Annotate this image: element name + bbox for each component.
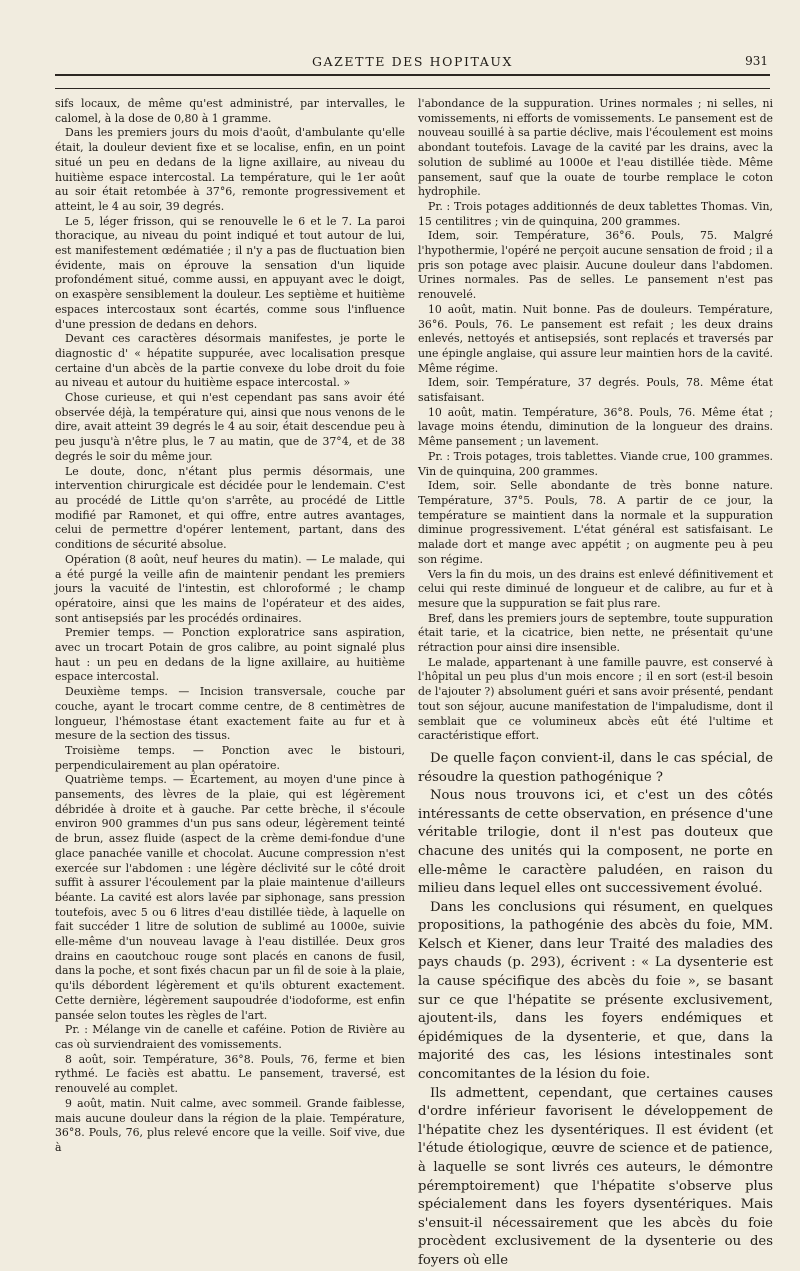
header-rule-thin — [55, 88, 770, 89]
paragraph: sifs locaux, de même qu'est administré, par intervalles, le calomel, à la dose de 0,80 à 1 gramme. — [55, 97, 405, 125]
section-question: De quelle façon convient-il, dans le cas spécial, de résoudre la question pathogénique ? — [418, 750, 773, 785]
running-title: GAZETTE DES HOPITAUX — [311, 54, 514, 69]
running-head — [55, 54, 770, 74]
paragraph: Le malade, appartenant à une famille pauvre, est conservé à l'hôpital un peu plus d'un mois encore ; il en sort (est-il besoin de l'ajouter ?) absolument guéri et sans avoir présenté, pendant tout son séjour, aucune manifestation de l'impaludisme, dont il semblait que ce volumineux abcès eût été l'ultime et caractéristique effort. — [418, 655, 773, 743]
paragraph: Pr. : Mélange vin de canelle et caféine. Potion de Rivière au cas où surviendraient des vomissements. — [55, 1023, 405, 1051]
left-column — [55, 97, 405, 1152]
paragraph: 10 août, matin. Température, 36°8. Pouls, 76. Même état ; lavage moins étendu, diminution de la longueur des drains. Même pansement ; un lavement. — [418, 405, 773, 449]
paragraph: Dans les conclusions qui résument, en quelques propositions, la pathogénie des abcès du foie, MM. Kelsch et Kiener, dans leur Traité des maladies des pays chauds (p. 293), écrivent : « La dysenterie est la cause spécifique des abcès du foie », se basant sur ce que l'hépatite se présente exclusivement, ajoutent-ils, dans les foyers endémiques et épidémiques de la dysenterie, et que, dans la majorité des cas, les lésions intestinales sont concomitantes de la lésion du foie. — [418, 899, 773, 1083]
paragraph: Pr. : Trois potages additionnés de deux tablettes Thomas. Vin, 15 centilitres ; vin de quinquina, 200 grammes. — [418, 199, 773, 228]
paragraph: Troisième temps. — Ponction avec le bistouri, perpendiculairement au plan opératoire. — [55, 743, 405, 772]
paragraph: Devant ces caractères désormais manifestes, je porte le diagnostic d' « hépatite suppurée, avec localisation presque certaine d'un abcès de la partie convexe du lobe droit du foie au niveau et autour du huitième espace intercostal. » — [55, 332, 405, 390]
paragraph: 8 août, soir. Température, 36°8. Pouls, 76, ferme et bien rythmé. Le faciès est abattu. Le pansement, traversé, est renouvelé au complet. — [55, 1052, 405, 1096]
header-rule-thick — [55, 74, 770, 76]
paragraph: Chose curieuse, et qui n'est cependant pas sans avoir été observée déjà, la température qui, ainsi que nous venons de le dire, avait atteint 39 degrés le 4 au soir, était descendue peu à peu jusqu'à n'être plus, le 7 au matin, que de 37°4, et de 38 degrés le soir du même jour. — [55, 391, 405, 463]
right-column — [418, 97, 773, 1268]
paragraph: Ils admettent, cependant, que certaines causes d'ordre inférieur favorisent le développement de l'hépatite chez les dysentériques. Il est évident (et l'étude étiologique, œuvre de science et de patience, à laquelle se sont livrés ces auteurs, le démontre péremptoirement) que l'hépatite s'observe plus spécialement dans les foyers dysentériques. Mais s'ensuit-il nécessairement que les abcès du foie procèdent exclusivement de la dysenterie ou des foyers où elle — [418, 1085, 773, 1268]
paragraph: 9 août, matin. Nuit calme, avec sommeil. Grande faiblesse, mais aucune douleur dans la région de la plaie. Température, 36°8. Pouls, 76, plus relevé encore que la veille. Soif vive, due à — [55, 1096, 405, 1154]
paragraph: Premier temps. — Ponction exploratrice sans aspiration, avec un trocart Potain de gros calibre, au point signalé plus haut : un peu en dedans de la ligne axillaire, au huitième espace intercostal. — [55, 626, 405, 684]
paragraph: Pr. : Trois potages, trois tablettes. Viande crue, 100 grammes. Vin de quinquina, 200 grammes. — [418, 449, 773, 478]
paragraph: Quatrième temps. — Écartement, au moyen d'une pince à pansements, des lèvres de la plaie, qui est légèrement débridée à droite et à gauche. Par cette brèche, il s'écoule environ 900 grammes d'un pus sans odeur, légèrement teinté de brun, assez fluide (aspect de la crème demi-fondue d'une glace panachée vanille et chocolat. Aucune compression n'est exercée sur l'abdomen : une légère déclivité sur le côté droit suffit à assurer l'écoulement par la plaie maintenue d'ailleurs béante. La cavité est alors lavée par siphonage, sans pression toutefois, avec 5 ou 6 litres d'eau distillée tiède, à laquelle on fait succéder 1 litre de solution de sublimé au 1000e, suivie elle-même d'un nouveau lavage à l'eau distillée. Deux gros drains en caoutchouc rouge sont placés en canons de fusil, dans la poche, et sont fixés chacun par un fil de soie à la plaie, qu'ils débordent légèrement et qu'ils obturent exactement. Cette dernière, légèrement saupoudrée d'iodoforme, est enfin pansée selon toutes les règles de l'art. — [55, 773, 405, 1022]
paragraph: Idem, soir. Température, 36°6. Pouls, 75. Malgré l'hypothermie, l'opéré ne perçoit aucune sensation de froid ; il a pris son potage avec plaisir. Aucune douleur dans l'abdomen. Urines normales. Pas de selles. Le pansement n'est pas renouvelé. — [418, 229, 773, 302]
paragraph: Le doute, donc, n'étant plus permis désormais, une intervention chirurgicale est décidée pour le lendemain. C'est au procédé de Little qu'on s'arrête, au procédé de Little modifié par Ramonet, et qui offre, entre autres avantages, celui de permettre d'opérer lentement, partant, dans des conditions de sécurité absolue. — [55, 464, 405, 552]
paragraph: l'abondance de la suppuration. Urines normales ; ni selles, ni vomissements, ni efforts de vomissements. Le pansement est de nouveau souillé à sa partie déclive, mais l'écoulement est moins abondant toutefois. Lavage de la cavité par les drains, avec la solution de sublimé au 1000e et l'eau distillée tiède. Même pansement, sauf que la ouate de tourbe remplace le coton hydrophile. — [418, 97, 773, 199]
paragraph: Idem, soir. Selle abondante de très bonne nature. Température, 37°5. Pouls, 78. A partir de ce jour, la température se maintient dans la normale et la suppuration diminue progressivement. L'état général est satisfaisant. Le malade dort et mange avec appétit ; on augmente peu à peu son régime. — [418, 479, 773, 566]
paragraph: Le 5, léger frisson, qui se renouvelle le 6 et le 7. La paroi thoracique, au niveau du point indiqué et tout autour de lui, est manifestement œdématiée ; il n'y a pas de fluctuation bien évidente, mais on éprouve la sensation d'un liquide profondément situé, comme aussi, en appuyant avec le doigt, on exaspère sensiblement la douleur. Les septième et huitième espaces intercostaux sont écartés, comme sous l'influence d'une pression de dedans en dehors. — [55, 214, 405, 331]
paragraph: 10 août, matin. Nuit bonne. Pas de douleurs. Température, 36°6. Pouls, 76. Le pansement est refait ; les deux drains enlevés, nettoyés et antisepsiés, sont replacés et traversés par une épingle anglaise, qui assure leur maintien hors de la cavité. Même régime. — [418, 302, 773, 375]
paragraph: Deuxième temps. — Incision transversale, couche par couche, ayant le trocart comme centre, de 8 centimètres de longueur, l'hémostase étant exactement faite au fur et à mesure de la section des tissus. — [55, 685, 405, 743]
paragraph: Bref, dans les premiers jours de septembre, toute suppuration était tarie, et la cicatrice, bien nette, ne présentait qu'une rétraction pour ainsi dire insensible. — [418, 611, 773, 655]
paragraph: Opération (8 août, neuf heures du matin). — Le malade, qui a été purgé la veille afin de maintenir pendant les premiers jours la vacuité de l'intestin, est chloroformé ; le champ opératoire, ainsi que les mains de l'opérateur et des aides, sont antisepsiés par les procédés ordinaires. — [55, 552, 405, 625]
paragraph: Dans les premiers jours du mois d'août, d'ambulante qu'elle était, la douleur devient fixe et se localise, enfin, en un point situé un peu en dedans de la ligne axillaire, au niveau du huitième espace intercostal. La température, qui le 1er août au soir était retombée à 37°6, remonte progressivement et atteint, le 4 au soir, 39 degrés. — [55, 126, 405, 213]
paragraph: Vers la fin du mois, un des drains est enlevé définitivement et celui qui reste diminué de longueur et de calibre, au fur et à mesure que la suppuration se fait plus rare. — [418, 567, 773, 610]
paragraph: Nous nous trouvons ici, et c'est un des côtés intéressants de cette observation, en présence d'une véritable trilogie, dont il n'est pas douteux que chacune des unités qui la composent, ne porte en elle-même le caractère paludéen, en raison du milieu dans lequel elles ont successivement évolué. — [418, 788, 773, 897]
page-number: 931 — [745, 54, 768, 68]
paragraph: Idem, soir. Température, 37 degrés. Pouls, 78. Même état satisfaisant. — [418, 376, 773, 405]
